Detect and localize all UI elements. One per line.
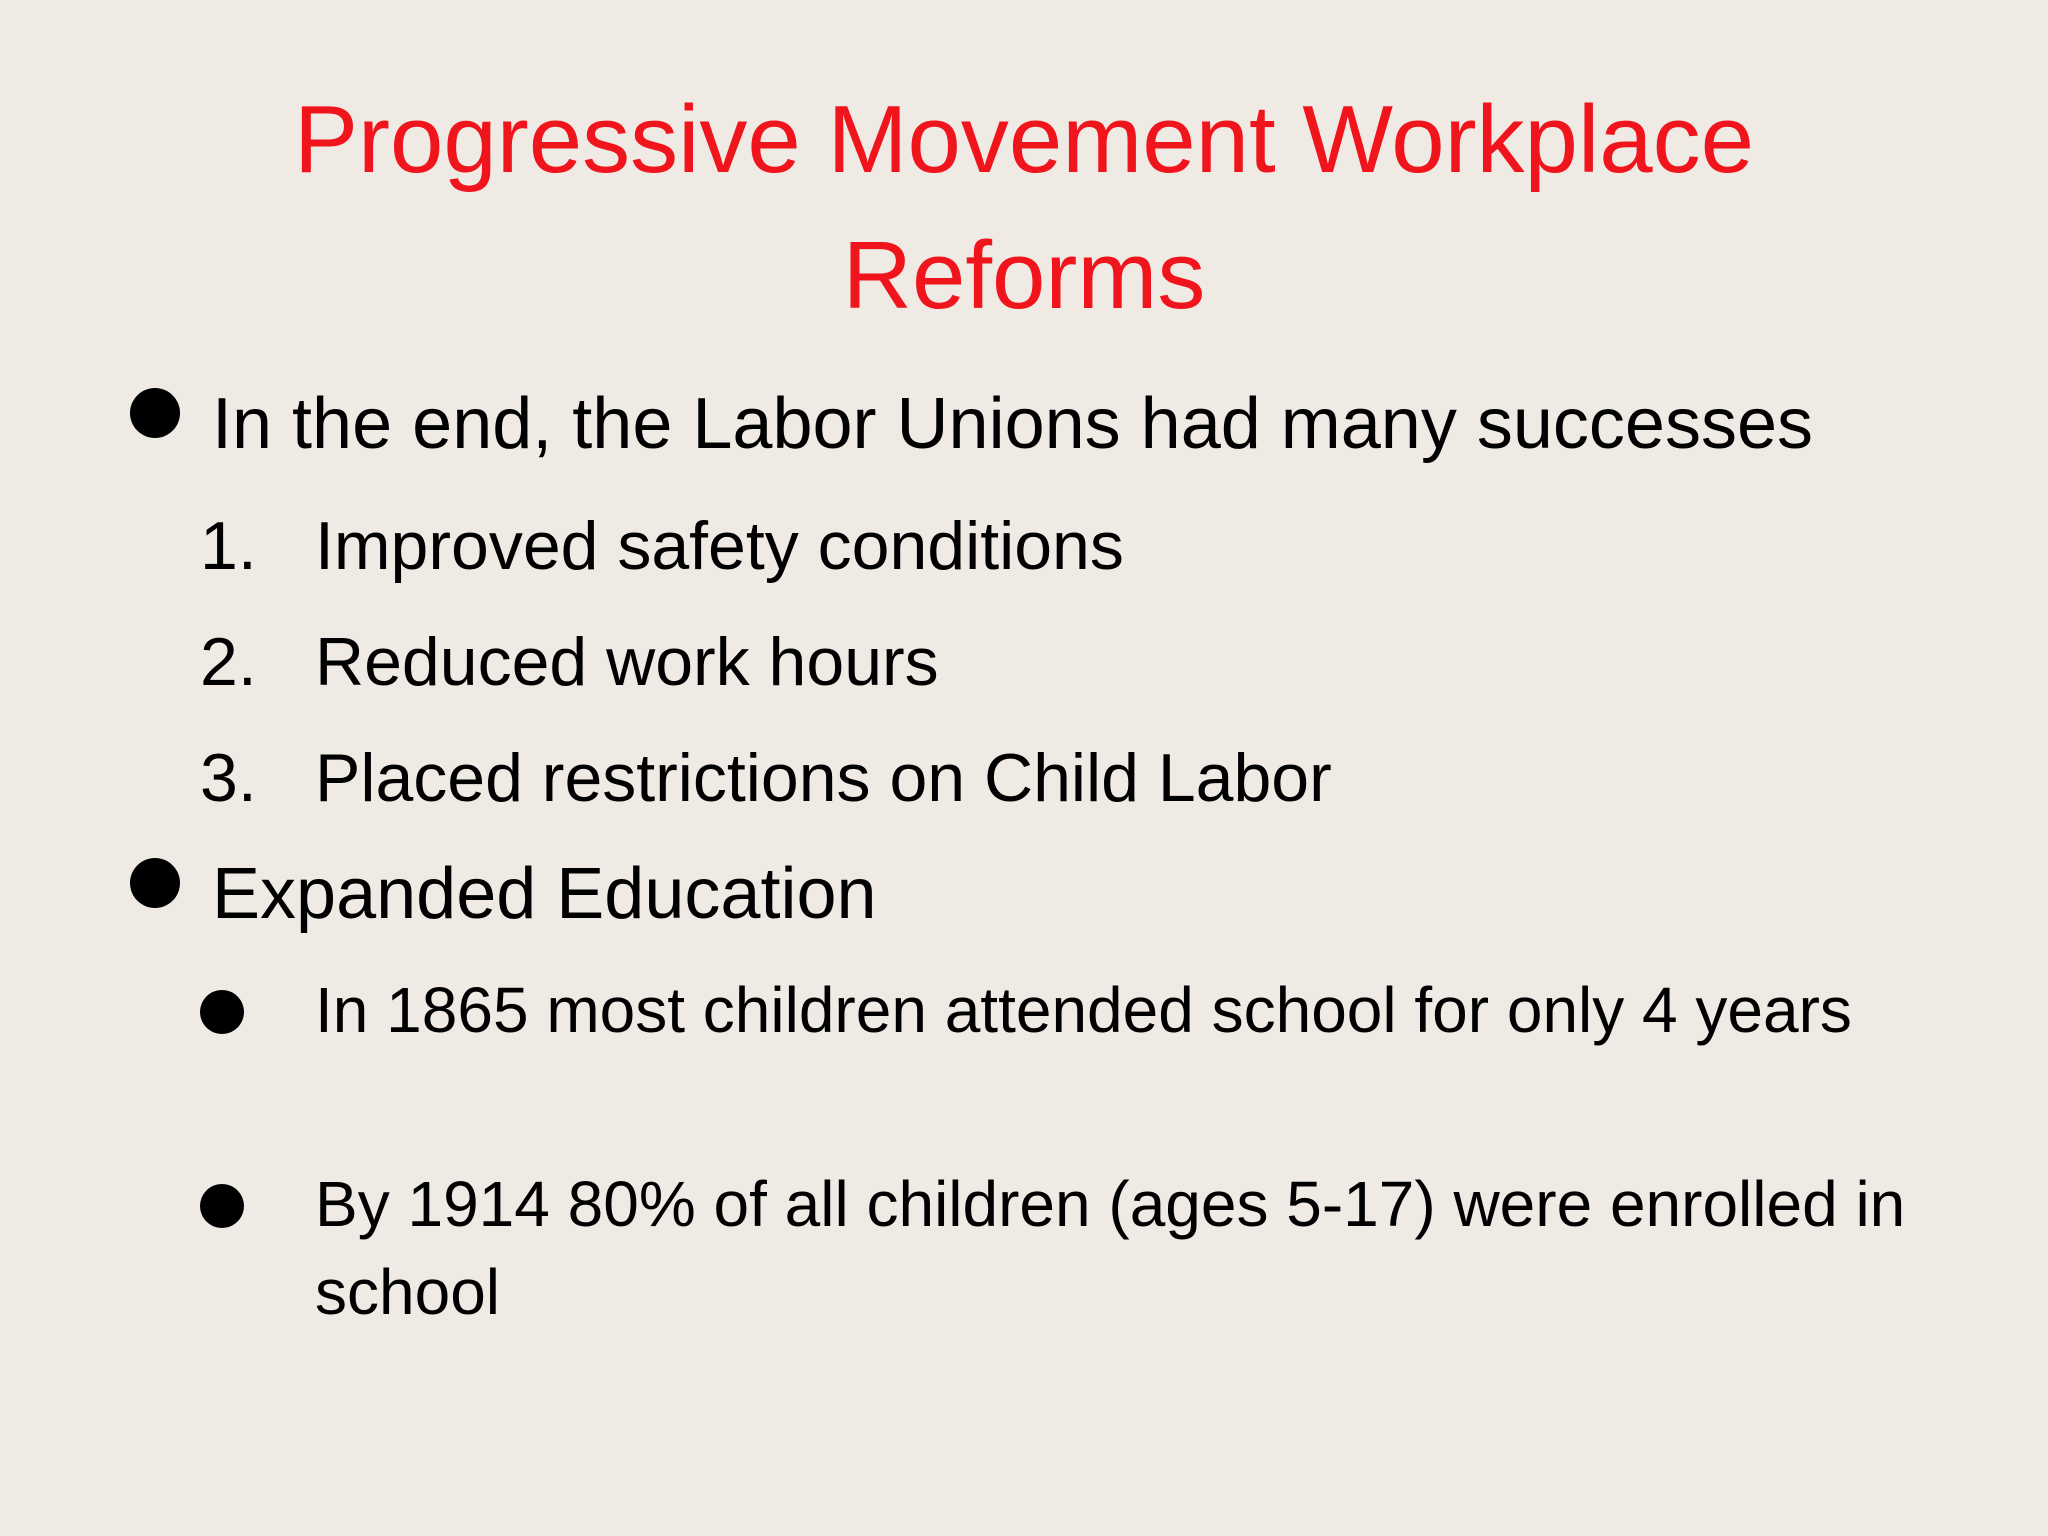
numbered-item (200, 734, 1332, 822)
bullet-dot-icon (130, 388, 180, 438)
numbered-item (200, 502, 1124, 590)
item-number: 2. (200, 624, 257, 700)
item-number: 1. (200, 508, 257, 584)
item-text: Improved safety conditions (315, 508, 1124, 584)
sub-bullet-text: In 1865 most children attended school for only 4 years (315, 974, 1852, 1046)
sub-bullet (200, 966, 1935, 1054)
item-text: Reduced work hours (315, 624, 939, 700)
sub-bullet-dot-icon (200, 990, 244, 1034)
sub-bullet (200, 1160, 1935, 1336)
item-number: 3. (200, 740, 257, 816)
bullet-expanded-education (130, 848, 877, 940)
numbered-item (200, 618, 939, 706)
bullet-text: Expanded Education (212, 854, 877, 934)
bullet-dot-icon (130, 858, 180, 908)
slide-title: Progressive Movement Workplace Reforms (293, 86, 1755, 329)
sub-bullet-dot-icon (200, 1184, 244, 1228)
bullet-text: In the end, the Labor Unions had many successes (212, 384, 1813, 464)
bullet-labor-unions (130, 378, 1813, 470)
sub-bullet-text: By 1914 80% of all children (ages 5-17) were enrolled in school (315, 1168, 1906, 1328)
item-text: Placed restrictions on Child Labor (315, 740, 1332, 816)
